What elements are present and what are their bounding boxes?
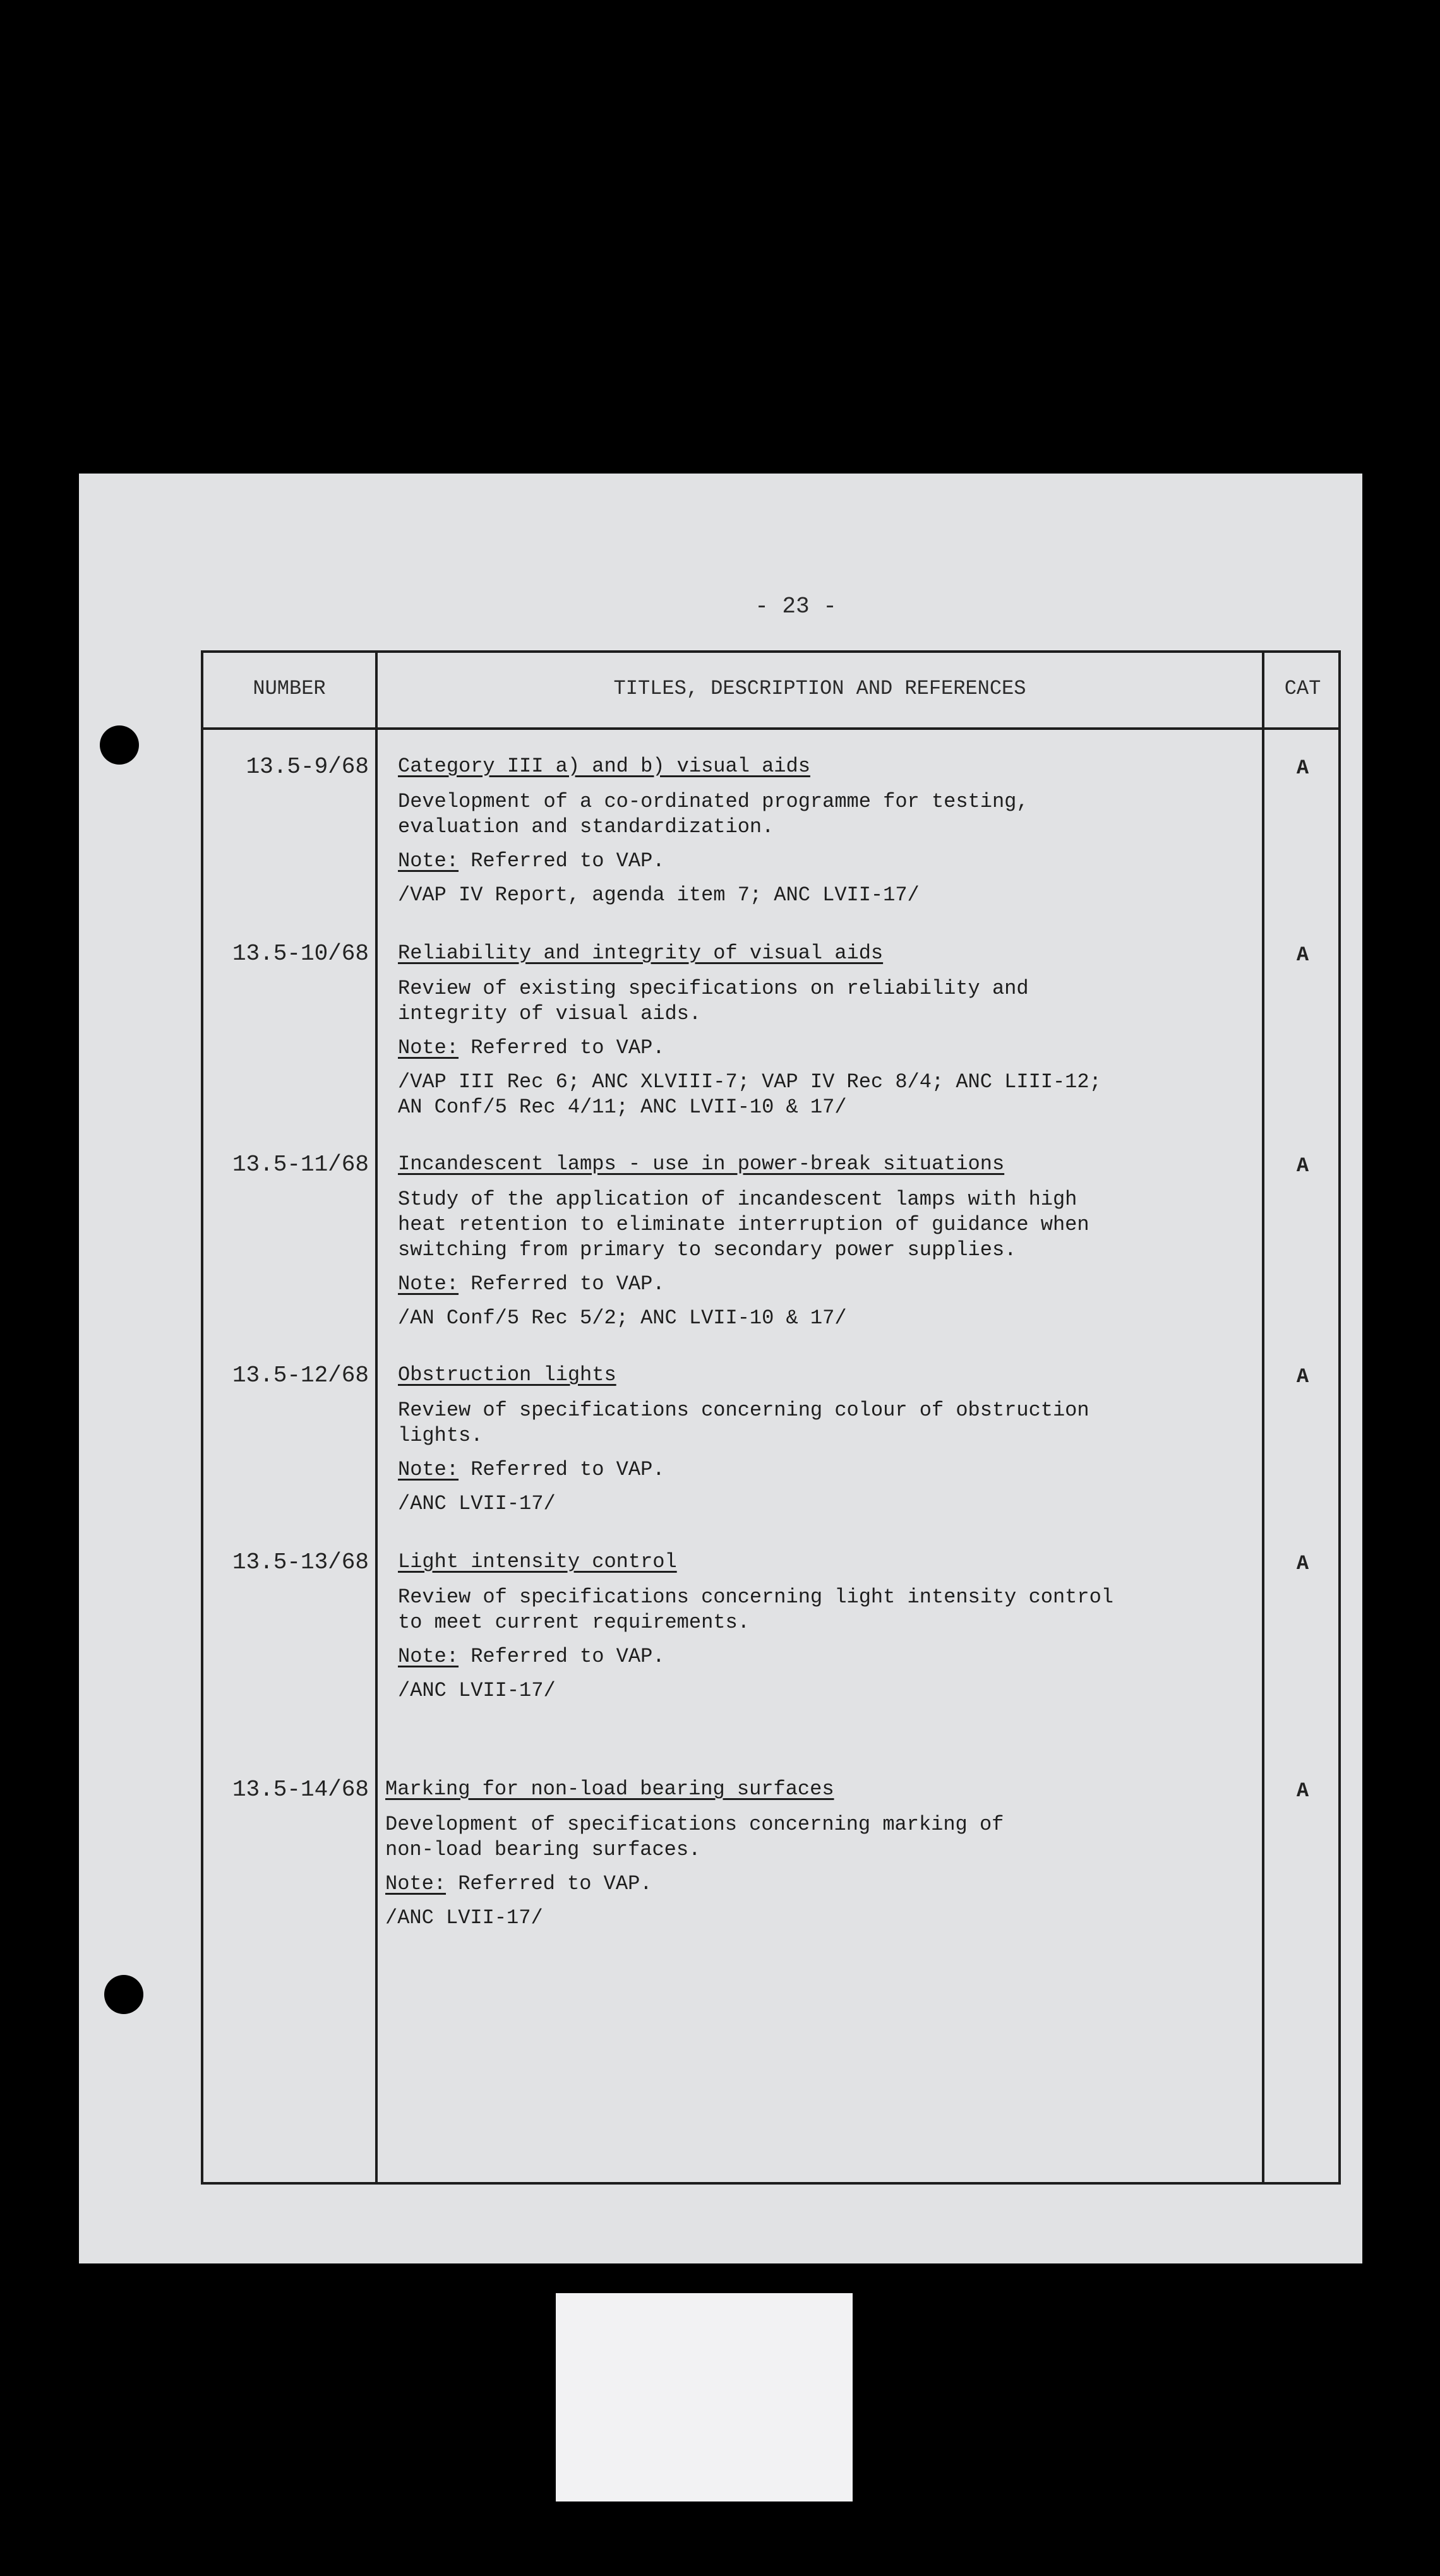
note-label: Note: <box>398 1645 459 1668</box>
note-label: Note: <box>398 1458 459 1481</box>
item-description: Development of specifications concerning marking of non-load bearing surfaces. <box>385 1813 1004 1861</box>
note-label: Note: <box>385 1872 447 1895</box>
item-note <box>398 849 1251 874</box>
note-text: Referred to VAP. <box>446 1872 652 1895</box>
item-body <box>398 754 1251 908</box>
item-note <box>398 1035 1251 1061</box>
item-title: Category III a) and b) visual aids <box>398 754 810 778</box>
column-divider-cat <box>1262 653 1264 2182</box>
item-category: A <box>1296 1552 1309 1575</box>
blank-slip <box>556 2293 853 2501</box>
page-number: - 23 - <box>755 593 837 619</box>
item-body <box>398 1152 1251 1331</box>
item-title: Light intensity control <box>398 1550 677 1573</box>
item-title: Marking for non-load bearing surfaces <box>385 1777 834 1801</box>
note-text: Referred to VAP. <box>459 1272 665 1296</box>
item-category: A <box>1296 943 1309 967</box>
item-number: 13.5-11/68 <box>232 1152 369 1178</box>
item-body <box>385 1777 1238 1931</box>
note-label: Note: <box>398 849 459 873</box>
item-description: Development of a co-ordinated programme for testing, evaluation and standardization. <box>398 790 1029 838</box>
item-category: A <box>1296 756 1309 780</box>
note-label: Note: <box>398 1272 459 1296</box>
item-number: 13.5-14/68 <box>232 1777 369 1803</box>
note-label: Note: <box>398 1036 459 1059</box>
items-table <box>201 650 1341 2185</box>
item-number: 13.5-13/68 <box>232 1549 369 1575</box>
note-text: Referred to VAP. <box>459 1036 665 1059</box>
item-body <box>398 1363 1251 1517</box>
column-divider-number <box>375 653 378 2182</box>
item-description: Review of specifications concerning light intensity control to meet current requirements. <box>398 1585 1113 1634</box>
item-references: /ANC LVII-17/ <box>398 1679 556 1702</box>
item-references: /ANC LVII-17/ <box>385 1906 543 1929</box>
header-titles: TITLES, DESCRIPTION AND REFERENCES <box>613 677 1026 700</box>
item-description: Study of the application of incandescent lamps with high heat retention to eliminate interruption of guidance when switching from primary to secondary power supplies. <box>398 1188 1089 1261</box>
item-description: Review of existing specifications on reliability and integrity of visual aids. <box>398 977 1029 1025</box>
punch-hole-bottom <box>104 1975 143 2014</box>
item-references: /VAP III Rec 6; ANC XLVIII-7; VAP IV Rec 8/4; ANC LIII-12; AN Conf/5 Rec 4/11; ANC LVII-10 & 17/ <box>398 1070 1101 1119</box>
item-description: Review of specifications concerning colour of obstruction lights. <box>398 1398 1089 1447</box>
item-references: /AN Conf/5 Rec 5/2; ANC LVII-10 & 17/ <box>398 1306 847 1330</box>
item-number: 13.5-10/68 <box>232 941 369 967</box>
item-title: Incandescent lamps - use in power-break situations <box>398 1152 1005 1176</box>
note-text: Referred to VAP. <box>459 1645 665 1668</box>
item-category: A <box>1296 1779 1309 1803</box>
item-title: Obstruction lights <box>398 1363 616 1386</box>
item-note <box>385 1871 1238 1897</box>
note-text: Referred to VAP. <box>459 849 665 873</box>
header-divider <box>203 727 1338 730</box>
item-title: Reliability and integrity of visual aids <box>398 941 884 965</box>
header-number: NUMBER <box>253 677 326 700</box>
item-references: /VAP IV Report, agenda item 7; ANC LVII-17/ <box>398 883 920 907</box>
item-body <box>398 1549 1251 1703</box>
punch-hole-top <box>100 725 139 765</box>
item-body <box>398 941 1251 1120</box>
item-category: A <box>1296 1365 1309 1388</box>
item-number: 13.5-12/68 <box>232 1363 369 1388</box>
item-references: /ANC LVII-17/ <box>398 1492 556 1515</box>
item-category: A <box>1296 1154 1309 1178</box>
item-note <box>398 1457 1251 1482</box>
item-note <box>398 1644 1251 1669</box>
header-cat: CAT <box>1284 677 1321 700</box>
note-text: Referred to VAP. <box>459 1458 665 1481</box>
item-number: 13.5-9/68 <box>246 754 369 780</box>
item-note <box>398 1272 1251 1297</box>
